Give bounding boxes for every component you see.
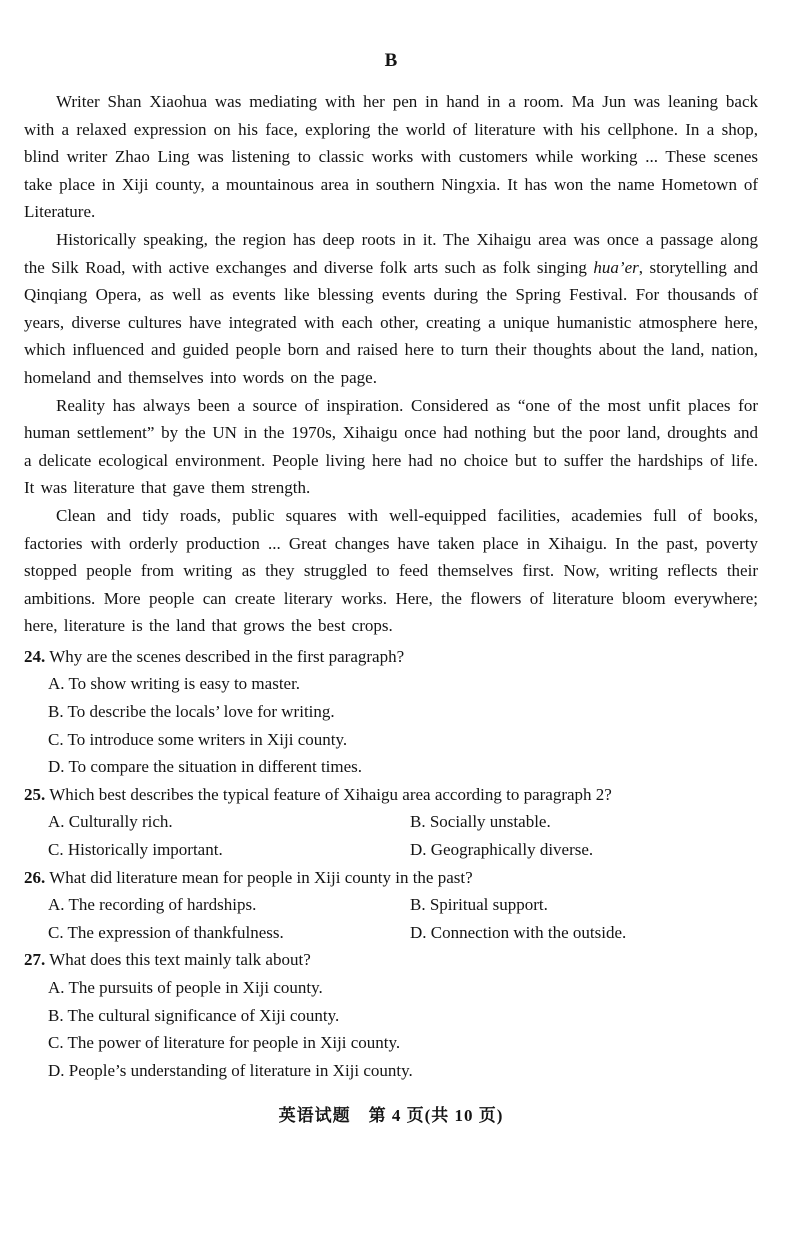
option-C: C. The power of literature for people in Xiji county.: [48, 1033, 401, 1053]
option-C: C. Historically important.: [48, 840, 223, 860]
paragraph-text: Historically speaking, the region has deep roots in it. The Xihaigu area was once a passage along the Silk Road, with active exchanges and diverse folk arts such as folk singing: [24, 229, 758, 277]
option-B: B. Socially unstable.: [410, 812, 551, 832]
passage-paragraph: [24, 88, 758, 226]
option-D: D. To compare the situation in different times.: [48, 757, 363, 777]
option-group: [24, 891, 758, 946]
italic-term: hua’er: [593, 257, 639, 277]
question-text: Why are the scenes described in the first paragraph?: [45, 646, 405, 666]
option-A: A. To show writing is easy to master.: [48, 674, 301, 694]
paragraph-text: Clean and tidy roads, public squares with well-equipped facilities, academies full of books, factories with orderly production ... Great changes have taken place in Xihaigu. In the past, poverty stopped people from writing as they struggled to feed themselves first. Now, writing reflects their ambitions. More people can create literary works. Here, the flowers of literature bloom everywhere; here, literature is the land that grows the best crops.: [24, 505, 758, 636]
passage-paragraph: [24, 502, 758, 640]
question-stem: [24, 781, 758, 809]
reading-passage: [24, 88, 758, 640]
question-26: [24, 864, 758, 947]
option-A: A. The pursuits of people in Xiji county.: [48, 978, 323, 997]
question-stem: [24, 643, 758, 671]
question-stem: [24, 946, 758, 974]
question-number: 24.: [24, 646, 46, 666]
option-D: D. Geographically diverse.: [410, 840, 594, 860]
paragraph-text: , storytelling and Qinqiang Opera, as well as events like blessing events during the Spring Festival. For thousands of years, diverse cultures have integrated with each other, creating a unique humanistic atmosphere here, which influenced and guided people born and raised here to turn their thoughts about the land, nation, homeland and themselves into words on the page.: [24, 257, 758, 387]
question-text: What did literature mean for people in Xiji county in the past?: [45, 867, 473, 887]
option-D: D. Connection with the outside.: [410, 922, 627, 942]
option-group: [24, 670, 758, 780]
question-list: [24, 643, 758, 1085]
passage-paragraph: [24, 226, 758, 392]
option-C: C. To introduce some writers in Xiji county.: [48, 729, 348, 749]
option-A: A. Culturally rich.: [48, 812, 173, 832]
option-group: [24, 974, 758, 1084]
question-number: 26.: [24, 867, 46, 887]
question-24: [24, 643, 758, 781]
passage-paragraph: [24, 392, 758, 502]
question-27: [24, 946, 758, 1084]
option-B: B. The cultural significance of Xiji county.: [48, 1005, 340, 1025]
section-label: B: [384, 50, 398, 71]
option-A: A. The recording of hardships.: [48, 895, 257, 915]
option-B: B. To describe the locals’ love for writing.: [48, 702, 335, 722]
page-footer: 英语试题 第 4 页(共 10 页): [278, 1106, 504, 1126]
question-text: What does this text mainly talk about?: [45, 950, 311, 970]
paragraph-text: Reality has always been a source of inspiration. Considered as “one of the most unfit places for human settlement” by the UN in the 1970s, Xihaigu once had nothing but the poor land, droughts and a delicate ecological environment. People living here had no choice but to suffer the hardships of life. It was literature that gave them strength.: [24, 395, 758, 498]
question-text: Which best describes the typical feature of Xihaigu area according to paragraph 2?: [45, 784, 612, 804]
option-group: [24, 808, 758, 863]
paragraph-text: Writer Shan Xiaohua was mediating with her pen in hand in a room. Ma Jun was leaning back with a relaxed expression on his face, exploring the world of literature with his cellphone. In a shop, blind writer Zhao Ling was listening to classic works with customers while working ... These scenes take place in Xiji county, a mountainous area in southern Ningxia. It has won the name Hometown of Literature.: [24, 92, 758, 222]
option-B: B. Spiritual support.: [410, 895, 548, 915]
question-number: 25.: [24, 784, 46, 804]
question-stem: [24, 864, 758, 892]
option-C: C. The expression of thankfulness.: [48, 922, 284, 942]
question-25: [24, 781, 758, 864]
option-D: D. People’s understanding of literature in Xiji county.: [48, 1060, 413, 1080]
question-number: 27.: [24, 950, 46, 970]
